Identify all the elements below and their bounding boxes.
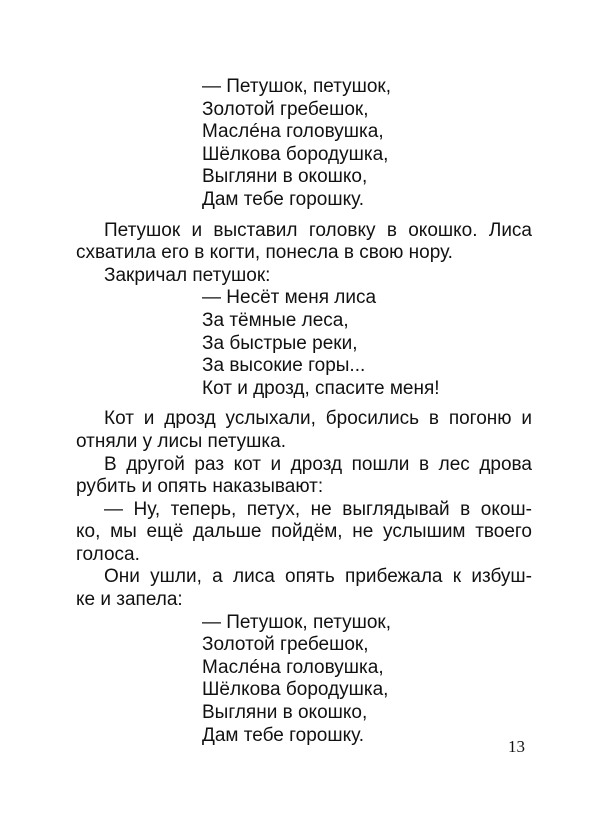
spacer xyxy=(76,212,532,220)
verse-line: Золотой гребешок, xyxy=(202,98,369,120)
page-content xyxy=(76,76,532,747)
text-line: ке и запела: xyxy=(76,589,183,611)
text-line: отняли у лисы петушка. xyxy=(76,430,286,452)
paragraph-4 xyxy=(76,454,532,499)
text-line: голоса. xyxy=(76,543,140,565)
page-number: 13 xyxy=(508,737,525,756)
verse-line: За тёмные леса, xyxy=(202,309,349,331)
verse-line: Дам тебе горошку. xyxy=(202,724,364,746)
text-line: Петушок и выставил головку в окошко. Лиса xyxy=(104,219,532,241)
text-line: схватила его в когти, понесла в свою нору. xyxy=(76,242,453,264)
verse-line: Маслéна головушка, xyxy=(202,121,384,143)
verse-line: Выгляни в окошко, xyxy=(202,166,368,188)
verse-line: Шёлкова бородушка, xyxy=(202,143,389,165)
text-line: — Ну, теперь, петух, не выглядывай в окош- xyxy=(104,498,532,520)
verse-line: За высокие горы... xyxy=(202,355,366,377)
verse-line: Кот и дрозд, спасите меня! xyxy=(202,377,440,399)
verse-1 xyxy=(76,76,532,212)
paragraph-3 xyxy=(76,408,532,453)
paragraph-5 xyxy=(76,499,532,567)
text-line: В другой раз кот и дрозд пошли в лес дрова xyxy=(104,453,532,475)
verse-line: — Несёт меня лиса xyxy=(202,287,377,309)
verse-line: Золотой гребешок, xyxy=(202,634,369,656)
text-line: рубить и опять наказывают: xyxy=(76,476,324,498)
paragraph-1 xyxy=(76,220,532,265)
text-line: Закричал петушок: xyxy=(104,264,271,286)
verse-line: — Петушок, петушок, xyxy=(202,76,392,97)
verse-3 xyxy=(76,612,532,748)
paragraph-2 xyxy=(76,265,532,288)
text-line: Они ушли, а лиса опять прибежала к избуш- xyxy=(104,566,532,588)
verse-line: Шёлкова бородушка, xyxy=(202,679,389,701)
text-line: Кот и дрозд услыхали, бросились в погоню и xyxy=(104,408,532,430)
verse-line: — Петушок, петушок, xyxy=(202,611,392,633)
verse-line: Выгляни в окошко, xyxy=(202,702,368,724)
paragraph-6 xyxy=(76,566,532,611)
verse-2 xyxy=(76,287,532,400)
text-line: ко, мы ещё дальше пойдём, не услышим твоего xyxy=(76,521,532,543)
verse-line: Дам тебе горошку. xyxy=(202,188,364,210)
verse-line: За быстрые реки, xyxy=(202,332,358,354)
verse-line: Маслéна головушка, xyxy=(202,656,384,678)
spacer xyxy=(76,400,532,408)
